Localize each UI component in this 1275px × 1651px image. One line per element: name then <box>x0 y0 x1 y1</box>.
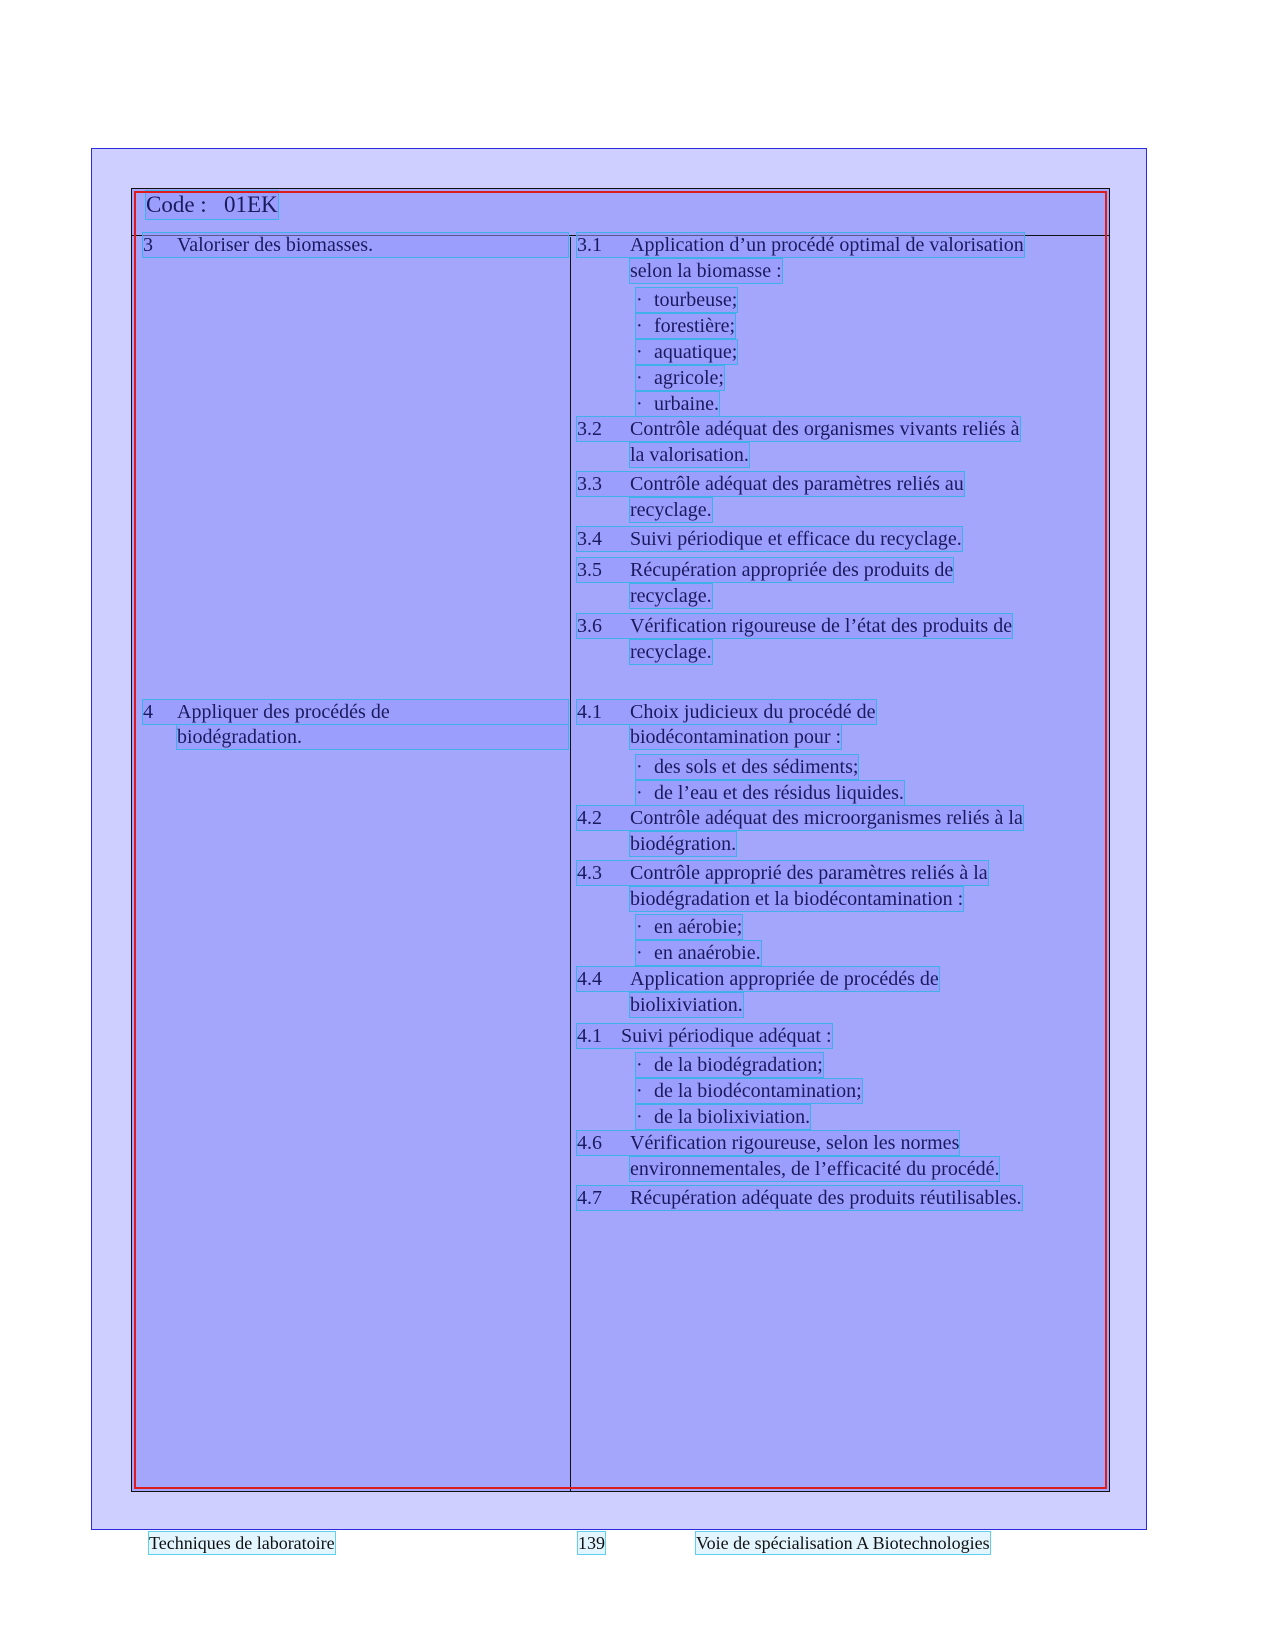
criterion-text: recyclage. <box>630 641 712 663</box>
bullet-text: tourbeuse; <box>654 289 738 311</box>
bullet-icon: · <box>636 1054 643 1076</box>
bullet-item <box>636 915 742 939</box>
criterion-4-2-line2 <box>630 832 736 856</box>
criterion-text: recyclage. <box>630 499 712 521</box>
criterion-text: Application d’un procédé optimal de valorisation <box>630 234 1024 256</box>
criterion-3-1 <box>577 233 1024 257</box>
criterion-4-4 <box>577 967 939 991</box>
code-value: 01EK <box>223 192 278 217</box>
criterion-number: 3.1 <box>577 234 602 256</box>
bullet-text: de la biolixiviation. <box>654 1106 811 1128</box>
criterion-3-3-line2 <box>630 498 712 522</box>
criterion-text: Choix judicieux du procédé de <box>630 701 876 723</box>
bullet-item <box>636 755 858 779</box>
criterion-4-7 <box>577 1186 1022 1210</box>
criterion-text: selon la biomasse : <box>630 260 782 282</box>
bullet-text: des sols et des sédiments; <box>654 756 859 778</box>
criterion-number: 4.6 <box>577 1132 602 1154</box>
element-number: 3 <box>143 234 153 256</box>
bullet-text: de la biodécontamination; <box>654 1080 862 1102</box>
criterion-text: Récupération adéquate des produits réutilisables. <box>630 1187 1022 1209</box>
criterion-3-4 <box>577 527 962 551</box>
criterion-text: biodégration. <box>630 833 737 855</box>
bullet-text: aquatique; <box>654 341 738 363</box>
bullet-icon: · <box>636 782 643 804</box>
bullet-icon: · <box>636 942 643 964</box>
criterion-number: 4.1 <box>577 701 602 723</box>
criterion-text: Application appropriée de procédés de <box>630 968 939 990</box>
criterion-number: 4.7 <box>577 1187 602 1209</box>
criterion-3-2 <box>577 417 1020 441</box>
bullet-item <box>636 314 735 338</box>
criterion-text: recyclage. <box>630 585 712 607</box>
criterion-text: Contrôle adéquat des organismes vivants reliés à <box>630 418 1020 440</box>
criterion-3-3 <box>577 472 964 496</box>
criterion-number: 3.6 <box>577 615 602 637</box>
criterion-text: environnementales, de l’efficacité du procédé. <box>630 1158 1000 1180</box>
criterion-text: Contrôle adéquat des microorganismes reliés à la <box>630 807 1023 829</box>
criterion-number: 4.2 <box>577 807 602 829</box>
footer-specialisation: Voie de spécialisation A Biotechnologies <box>696 1533 990 1553</box>
code-label <box>146 191 278 219</box>
criterion-3-6-line2 <box>630 640 712 664</box>
criterion-text: Suivi périodique et efficace du recyclage. <box>630 528 962 550</box>
element-4-line2 <box>177 725 568 749</box>
criterion-number: 4.1 <box>577 1025 602 1047</box>
bullet-text: en aérobie; <box>654 916 743 938</box>
bullet-item <box>636 392 719 416</box>
bullet-item <box>636 781 904 805</box>
criterion-4-6-line2 <box>630 1157 999 1181</box>
criterion-number: 3.3 <box>577 473 602 495</box>
criterion-text: la valorisation. <box>630 444 749 466</box>
footer-page-number: 139 <box>578 1533 605 1553</box>
criterion-text: Contrôle adéquat des paramètres reliés au <box>630 473 964 495</box>
bullet-item <box>636 366 724 390</box>
bullet-item <box>636 1105 810 1129</box>
bullet-icon: · <box>636 756 643 778</box>
bullet-text: en anaérobie. <box>654 942 761 964</box>
criterion-4-3-line2 <box>630 887 963 911</box>
bullet-icon: · <box>636 916 643 938</box>
bullet-icon: · <box>636 1080 643 1102</box>
criterion-4-2 <box>577 806 1023 830</box>
criterion-text: Vérification rigoureuse de l’état des produits de <box>630 615 1013 637</box>
bullet-text: urbaine. <box>654 393 719 415</box>
bullet-text: agricole; <box>654 367 724 389</box>
bullet-item <box>636 1079 862 1103</box>
criterion-text: biodécontamination pour : <box>630 726 842 748</box>
criterion-text: Récupération appropriée des produits de <box>630 559 954 581</box>
criterion-4-3 <box>577 861 988 885</box>
bullet-item <box>636 288 737 312</box>
bullet-text: forestière; <box>654 315 736 337</box>
criterion-3-1-line2 <box>630 259 782 283</box>
criterion-number: 4.3 <box>577 862 602 884</box>
criterion-4-1-line2 <box>630 725 841 749</box>
bullet-icon: · <box>636 289 643 311</box>
criterion-number: 3.4 <box>577 528 602 550</box>
criterion-number: 3.5 <box>577 559 602 581</box>
bullet-icon: · <box>636 315 643 337</box>
criterion-text: biolixiviation. <box>630 994 743 1016</box>
criterion-number: 4.4 <box>577 968 602 990</box>
bullet-item <box>636 1053 823 1077</box>
bullet-item <box>636 941 761 965</box>
bullet-item <box>636 340 737 364</box>
criterion-number: 3.2 <box>577 418 602 440</box>
element-4-line1 <box>143 700 568 724</box>
criterion-3-2-line2 <box>630 443 749 467</box>
criterion-text: Contrôle approprié des paramètres reliés à la <box>630 862 988 884</box>
criterion-4-1 <box>577 700 876 724</box>
element-3 <box>143 233 568 257</box>
element-number: 4 <box>143 701 153 723</box>
criterion-text: biodégradation et la biodécontamination : <box>630 888 964 910</box>
bullet-icon: · <box>636 341 643 363</box>
criterion-3-5-line2 <box>630 584 712 608</box>
column-divider <box>570 237 571 1492</box>
bullet-text: de la biodégradation; <box>654 1054 823 1076</box>
criterion-3-6 <box>577 614 1012 638</box>
criterion-4-4-line2 <box>630 993 743 1017</box>
criterion-text: Vérification rigoureuse, selon les normes <box>630 1132 960 1154</box>
criterion-text: Suivi périodique adéquat : <box>621 1025 832 1047</box>
footer-program: Techniques de laboratoire <box>149 1533 335 1553</box>
bullet-icon: · <box>636 393 643 415</box>
bullet-icon: · <box>636 1106 643 1128</box>
element-text: Appliquer des procédés de <box>177 701 390 723</box>
competency-table <box>131 188 1110 1492</box>
criterion-4-5 <box>577 1024 832 1048</box>
element-text: biodégradation. <box>177 726 302 748</box>
bullet-icon: · <box>636 367 643 389</box>
bullet-text: de l’eau et des résidus liquides. <box>654 782 904 804</box>
criterion-4-6 <box>577 1131 959 1155</box>
code-label-text: Code : <box>146 192 207 217</box>
element-text: Valoriser des biomasses. <box>177 234 374 256</box>
criterion-3-5 <box>577 558 953 582</box>
